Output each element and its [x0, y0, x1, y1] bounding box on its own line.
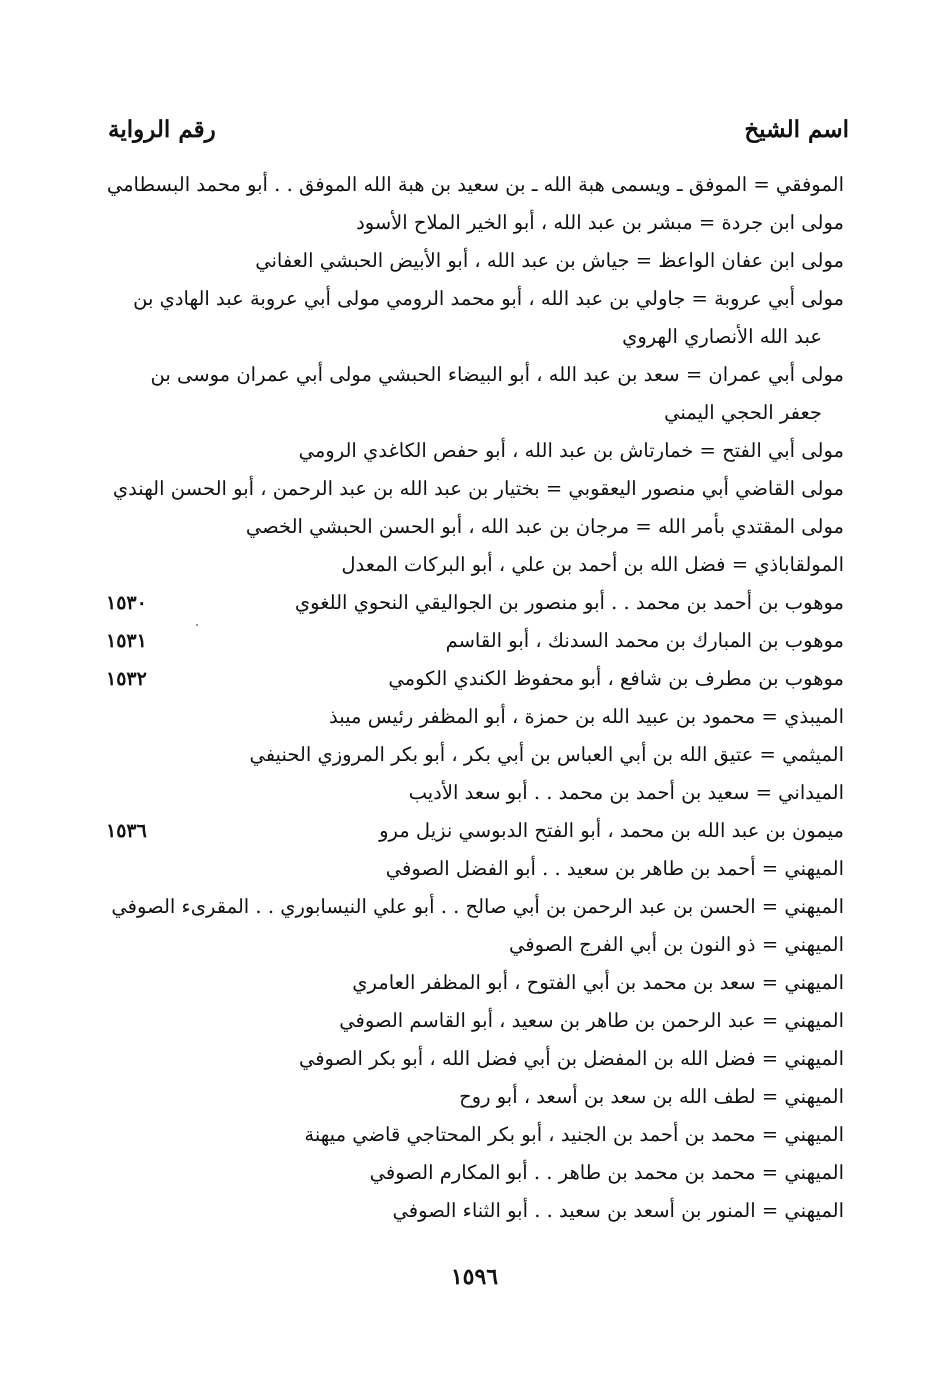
entry-text: مولى ابن عفان الواعظ = جياش بن عبد الله ، أبو الأبيض الحبشي العفاني: [255, 249, 844, 272]
list-item: [90, 774, 844, 812]
list-item: [90, 812, 844, 850]
list-item: [90, 204, 844, 242]
entry-text: مولى أبي الفتح = خمارتاش بن عبد الله ، أبو حفص الكاغدي الرومي: [298, 439, 844, 462]
entry-text: الميهني = ذو النون بن أبي الفرج الصوفي: [509, 933, 844, 956]
entry-text: الميهني = فضل الله بن المفضل بن أبي فضل الله ، أبو بكر الصوفي: [298, 1047, 844, 1070]
entry-text: ميمون بن عبد الله بن محمد ، أبو الفتح الدبوسي نزيل مرو: [379, 819, 844, 842]
list-item: [90, 1078, 844, 1116]
list-item: [90, 1154, 844, 1192]
list-item: [90, 508, 844, 546]
entry-text: موهوب بن أحمد بن محمد . . أبو منصور بن الجواليقي النحوي اللغوي: [294, 591, 844, 614]
narration-number-column-heading: رقم الرواية: [108, 116, 216, 143]
list-item: [90, 850, 844, 888]
entry-text: المولقاباذي = فضل الله بن أحمد بن علي ، أبو البركات المعدل: [341, 553, 844, 576]
table-header: [100, 116, 849, 152]
entry-text: مولى المقتدي بأمر الله = مرجان بن عبد الله ، أبو الحسن الحبشي الخصي: [245, 515, 844, 538]
entry-text: الميهني = عبد الرحمن بن طاهر بن سعيد ، أبو القاسم الصوفي: [339, 1009, 844, 1032]
narration-number: ١٥٣٢: [106, 668, 147, 690]
entry-text: الميهني = لطف الله بن سعد بن أسعد ، أبو روح: [459, 1085, 844, 1108]
entry-text: الميهني = المنور بن أسعد بن سعيد . . أبو الثناء الصوفي: [392, 1199, 844, 1222]
entry-text: الميهني = محمد بن أحمد بن الجنيد ، أبو بكر المحتاجي قاضي ميهنة: [304, 1123, 844, 1146]
entry-text: الميهني = سعد بن محمد بن أبي الفتوح ، أبو المظفر العامري: [352, 971, 844, 994]
list-item: [90, 242, 844, 280]
list-item: [90, 736, 844, 774]
list-item: [90, 964, 844, 1002]
list-item: [90, 698, 844, 736]
sheikh-name-column-heading: اسم الشيخ: [744, 116, 849, 143]
list-item: [90, 1192, 844, 1230]
list-item: [90, 1116, 844, 1154]
entry-continuation: جعفر الحجي اليمني: [664, 401, 822, 424]
narration-number: ١٥٣٦: [106, 820, 147, 842]
list-item: [90, 470, 844, 508]
entry-text: الميهني = محمد بن محمد بن طاهر . . أبو المكارم الصوفي: [369, 1161, 844, 1184]
list-item: [90, 1040, 844, 1078]
entry-text: الميثمي = عتيق الله بن أبي العباس بن أبي بكر ، أبو بكر المروزي الحنيفي: [249, 743, 844, 766]
page-number: ١٥٩٦: [450, 1264, 499, 1290]
entry-text: مولى أبي عمران = سعد بن عبد الله ، أبو البيضاء الحبشي مولى أبي عمران موسى بن: [150, 363, 844, 386]
list-item: [90, 622, 844, 660]
entry-text: الميداني = سعيد بن أحمد بن محمد . . أبو سعد الأديب: [408, 781, 844, 804]
entries-list: [90, 166, 844, 1230]
scan-speck: [196, 624, 198, 626]
narration-number: ١٥٣٠: [106, 592, 147, 614]
entry-text: مولى ابن جردة = مبشر بن عبد الله ، أبو الخير الملاح الأسود: [356, 211, 844, 234]
list-item: [90, 660, 844, 698]
list-item: [90, 584, 844, 622]
list-item: [90, 546, 844, 584]
narration-number: ١٥٣١: [106, 630, 147, 652]
list-item: [90, 166, 844, 204]
entry-continuation: عبد الله الأنصاري الهروي: [622, 325, 822, 348]
entry-text: الميبذي = محمود بن عبيد الله بن حمزة ، أبو المظفر رئيس ميبذ: [329, 705, 844, 728]
entry-text: موهوب بن مطرف بن شافع ، أبو محفوظ الكندي الكومي: [388, 667, 844, 690]
entry-text: مولى القاضي أبي منصور اليعقوبي = بختيار بن عبد الله بن عبد الرحمن ، أبو الحسن الهندي: [112, 477, 844, 500]
entry-text: موهوب بن المبارك بن محمد السدنك ، أبو القاسم: [445, 629, 844, 652]
list-item: [90, 280, 844, 356]
entry-text: الميهني = أحمد بن طاهر بن سعيد . . أبو الفضل الصوفي: [385, 857, 844, 880]
list-item: [90, 356, 844, 432]
entry-text: الموفقي = الموفق ـ ويسمى هبة الله ـ بن سعيد بن هبة الله الموفق . . أبو محمد البسطامي: [106, 173, 844, 196]
entry-text: الميهني = الحسن بن عبد الرحمن بن أبي صالح . . أبو علي النيسابوري . . المقرىء الصوفي: [111, 895, 844, 918]
list-item: [90, 888, 844, 926]
list-item: [90, 926, 844, 964]
list-item: [90, 432, 844, 470]
list-item: [90, 1002, 844, 1040]
entry-text: مولى أبي عروبة = جاولي بن عبد الله ، أبو محمد الرومي مولى أبي عروبة عبد الهادي بن: [133, 287, 844, 310]
